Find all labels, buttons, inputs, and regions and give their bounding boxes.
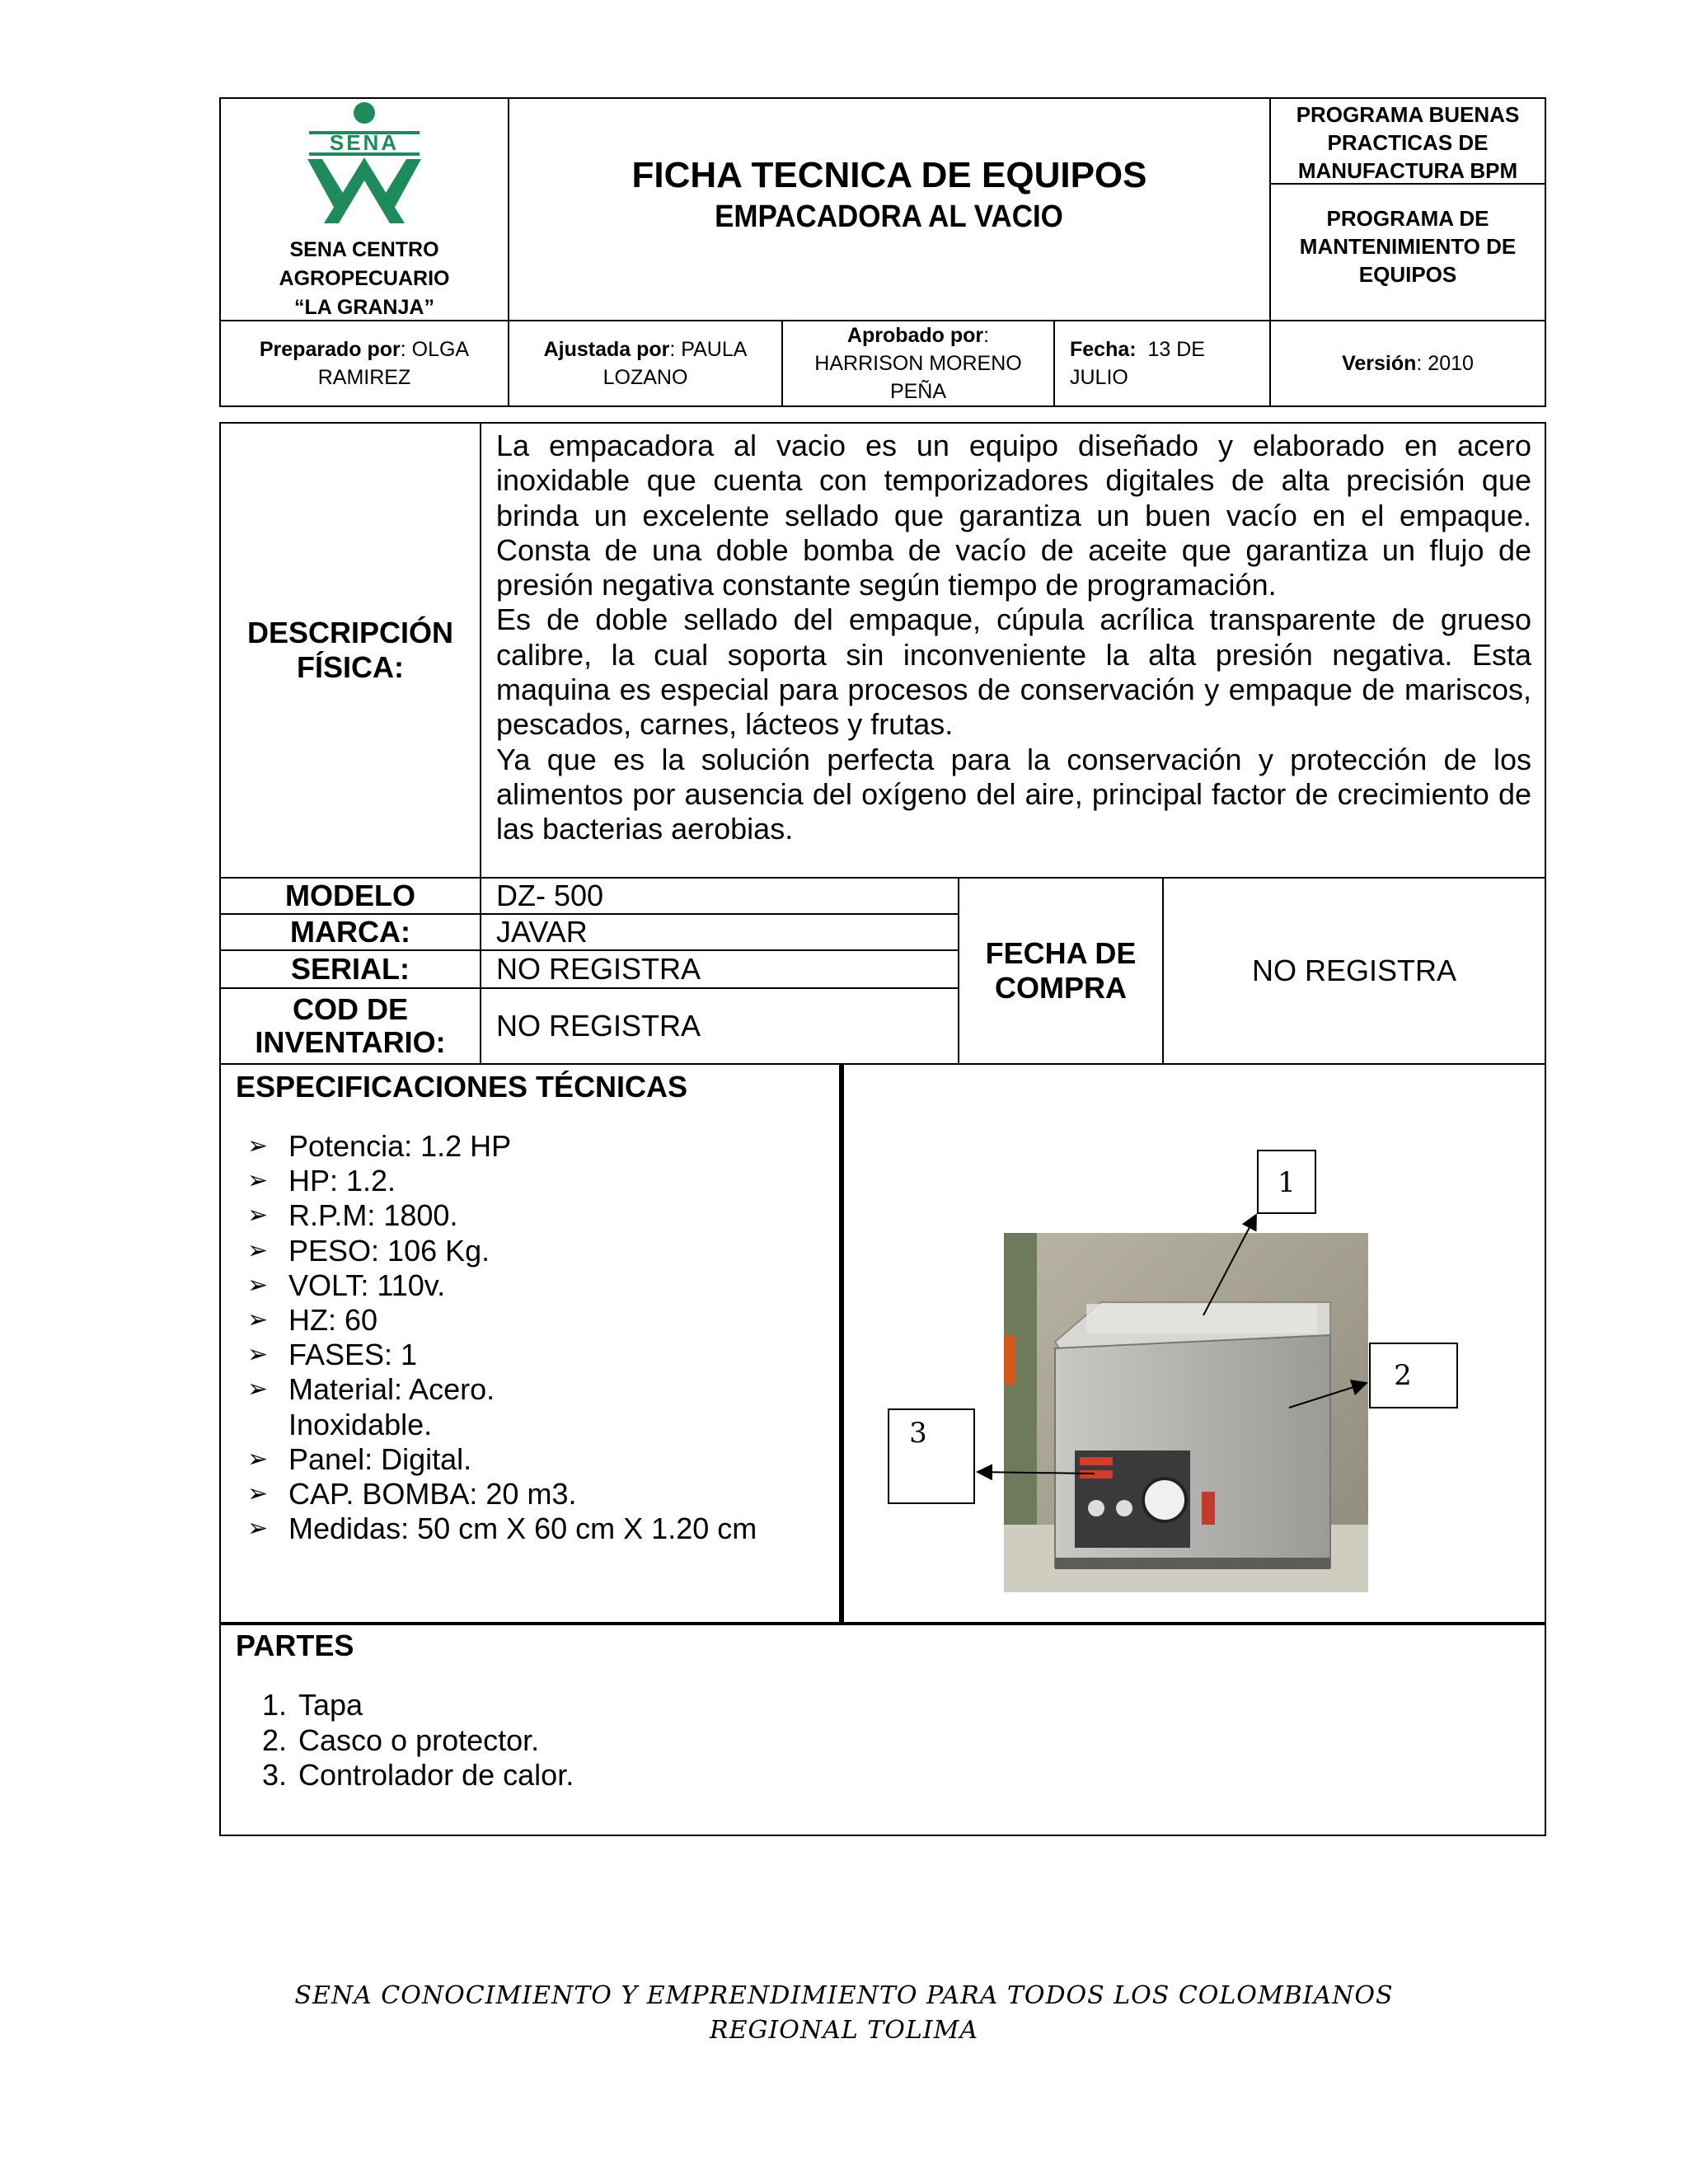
program-maintenance bbox=[1271, 204, 1545, 288]
purchase-date-value-cell bbox=[1162, 877, 1546, 1065]
adjusted-value: : PAULA bbox=[669, 338, 748, 361]
purchase-date-label bbox=[986, 936, 1137, 1005]
institution-line: SENA CENTRO bbox=[289, 238, 439, 261]
footer-region: REGIONAL TOLIMA bbox=[709, 2016, 979, 2045]
spec-text: VOLT: 110v. bbox=[288, 1268, 446, 1302]
arrow-bullet-icon: ➢ bbox=[247, 1341, 269, 1369]
serial-value: NO REGISTRA bbox=[480, 949, 959, 989]
spec-item bbox=[236, 1477, 841, 1511]
arrow-bullet-icon: ➢ bbox=[247, 1236, 269, 1264]
parts-cell bbox=[219, 1622, 1546, 1836]
adjusted-label: Ajustada por bbox=[543, 338, 670, 361]
inventory-label bbox=[219, 987, 481, 1065]
part-item: 2. Casco o protector. bbox=[295, 1723, 1545, 1759]
specs-list bbox=[236, 1129, 841, 1546]
brand-label: MARCA: bbox=[219, 913, 481, 951]
sena-logo bbox=[302, 100, 426, 227]
program-line: MANUFACTURA BPM bbox=[1297, 158, 1518, 183]
program-line: PRACTICAS DE bbox=[1327, 130, 1489, 155]
spec-text: Inoxidable. bbox=[288, 1407, 433, 1441]
version-cell bbox=[1269, 320, 1546, 407]
machine-diagram bbox=[839, 1063, 1546, 1625]
spec-text: R.P.M: 1800. bbox=[288, 1198, 458, 1233]
arrow-bullet-icon: ➢ bbox=[247, 1480, 269, 1508]
spec-item bbox=[236, 1442, 841, 1477]
specs-photo-divider bbox=[839, 1063, 844, 1625]
approved-value: PEÑA bbox=[889, 380, 947, 403]
prepared-label: Preparado por bbox=[259, 338, 401, 361]
spec-text: HZ: 60 bbox=[288, 1303, 378, 1338]
institution-line: AGROPECUARIO bbox=[279, 267, 450, 290]
spec-text: Potencia: 1.2 HP bbox=[288, 1129, 512, 1163]
callout-box-2 bbox=[1370, 1343, 1457, 1408]
description-paragraph: Es de doble sellado del empaque, cúpula acrílica transparente de grueso calibre, la cual soporta sin inconveniente la alta presión negativa. Esta maquina es especial para procesos de conservación y empaque de mariscos, pescados, carnes, lácteos y frutas. bbox=[496, 602, 1531, 742]
arrow-bullet-icon: ➢ bbox=[247, 1271, 269, 1299]
program-line: PROGRAMA DE bbox=[1326, 206, 1489, 231]
photo-cell bbox=[839, 1063, 1546, 1625]
spec-item bbox=[236, 1198, 841, 1233]
description-label-line: FÍSICA: bbox=[297, 650, 404, 684]
arrow-bullet-icon: ➢ bbox=[247, 1445, 269, 1473]
spec-text: FASES: 1 bbox=[288, 1338, 418, 1372]
document-title: FICHA TECNICA DE EQUIPOS bbox=[631, 155, 1147, 195]
spec-text: Medidas: 50 cm X 60 cm X 1.20 cm bbox=[288, 1511, 757, 1546]
spec-item bbox=[236, 1511, 841, 1546]
program-divider bbox=[1269, 183, 1546, 185]
arrow-bullet-icon: ➢ bbox=[247, 1202, 269, 1230]
spec-item bbox=[236, 1129, 841, 1164]
spec-text: PESO: 106 Kg. bbox=[288, 1233, 490, 1268]
program-cell bbox=[1269, 97, 1546, 321]
approved-by-cell bbox=[781, 320, 1055, 407]
date-value: 13 DE bbox=[1136, 338, 1205, 361]
inventory-value: NO REGISTRA bbox=[480, 987, 959, 1065]
spec-text: Panel: Digital. bbox=[288, 1441, 472, 1476]
spec-item bbox=[236, 1234, 841, 1268]
description-label-cell bbox=[219, 422, 481, 879]
program-line: PROGRAMA BUENAS bbox=[1296, 102, 1520, 127]
program-line: EQUIPOS bbox=[1358, 262, 1457, 287]
spec-item bbox=[236, 1268, 841, 1303]
spec-item bbox=[236, 1303, 841, 1338]
arrow-bullet-icon: ➢ bbox=[247, 1167, 269, 1195]
purchase-label-line: COMPRA bbox=[994, 971, 1127, 1005]
purchase-date-value: NO REGISTRA bbox=[1251, 954, 1457, 987]
description-text-cell bbox=[480, 422, 1546, 879]
date-label: Fecha: bbox=[1070, 338, 1137, 361]
spec-item bbox=[236, 1338, 841, 1372]
arrow-bullet-icon: ➢ bbox=[247, 1132, 269, 1160]
part-item: 3. Controlador de calor. bbox=[295, 1758, 1545, 1793]
arrow-bullet-icon: ➢ bbox=[247, 1376, 269, 1404]
parts-list bbox=[236, 1688, 1545, 1793]
callout-label-3: 3 bbox=[909, 1417, 927, 1450]
footer-slogan: SENA CONOCIMIENTO Y EMPRENDIMIENTO PARA TODOS LOS COLOMBIANOS bbox=[294, 1981, 1394, 2010]
document-subtitle: EMPACADORA AL VACIO bbox=[715, 199, 1064, 234]
date-value: JULIO bbox=[1070, 366, 1128, 389]
spec-text: HP: 1.2. bbox=[288, 1164, 396, 1198]
spec-item bbox=[236, 1372, 841, 1441]
date-cell bbox=[1053, 320, 1271, 407]
adjusted-value: LOZANO bbox=[603, 366, 688, 389]
sena-logo-graphic bbox=[302, 100, 426, 223]
sena-logo-word: SENA bbox=[329, 130, 400, 155]
callout-box-3 bbox=[889, 1409, 974, 1503]
title-cell bbox=[508, 97, 1271, 321]
callout-label-1: 1 bbox=[1278, 1166, 1296, 1199]
part-item: 1. Tapa bbox=[295, 1688, 1545, 1723]
description-label-line: DESCRIPCIÓN bbox=[246, 616, 454, 649]
institution-line: “LA GRANJA” bbox=[294, 296, 434, 319]
purchase-label-line: FECHA DE bbox=[985, 936, 1137, 970]
prepared-by-cell bbox=[219, 320, 509, 407]
model-label: MODELO bbox=[219, 877, 481, 915]
institution-name bbox=[279, 236, 450, 322]
machine-photo bbox=[1004, 1233, 1368, 1592]
parts-title: PARTES bbox=[236, 1629, 354, 1662]
specs-title: ESPECIFICACIONES TÉCNICAS bbox=[236, 1070, 688, 1104]
spec-item bbox=[236, 1164, 841, 1198]
spec-text: Material: Acero. bbox=[288, 1372, 495, 1407]
brand-value: JAVAR bbox=[480, 913, 959, 951]
version-label: Versión bbox=[1342, 352, 1417, 375]
inventory-label-line: COD DE bbox=[292, 992, 408, 1026]
approved-colon: : bbox=[983, 324, 990, 347]
spec-text: CAP. BOMBA: 20 m3. bbox=[288, 1477, 577, 1511]
specs-cell bbox=[219, 1063, 842, 1625]
purchase-date-label-cell bbox=[958, 877, 1164, 1065]
arrow-bullet-icon: ➢ bbox=[247, 1515, 269, 1543]
description-paragraph: La empacadora al vacio es un equipo diseñado y elaborado en acero inoxidable que cuenta con temporizadores digitales de alta precisión que brinda un excelente sellado que garantiza un buen vacío en el empaque. Consta de una doble bomba de vacío de aceite que garantiza un flujo de presión negativa constante según tiempo de programación. bbox=[496, 429, 1531, 602]
inventory-label-line: INVENTARIO: bbox=[255, 1025, 446, 1059]
description-label bbox=[247, 616, 453, 685]
version-value: : 2010 bbox=[1416, 352, 1474, 375]
arrow-bullet-icon: ➢ bbox=[247, 1306, 269, 1334]
prepared-value: : OLGA bbox=[400, 338, 470, 361]
adjusted-by-cell bbox=[508, 320, 783, 407]
description-paragraph: Ya que es la solución perfecta para la conservación y protección de los alimentos por ausencia del oxígeno del aire, principal factor de crecimiento de las bacterias aerobias. bbox=[496, 742, 1531, 846]
program-line: MANTENIMIENTO DE bbox=[1299, 234, 1517, 259]
program-bpm bbox=[1271, 101, 1545, 185]
approved-label: Aprobado por bbox=[846, 324, 984, 347]
model-value: DZ- 500 bbox=[480, 877, 959, 915]
approved-value: HARRISON MORENO bbox=[814, 352, 1022, 375]
callout-label-2: 2 bbox=[1394, 1359, 1412, 1392]
serial-label: SERIAL: bbox=[219, 949, 481, 989]
logo-cell bbox=[219, 97, 509, 321]
prepared-value: RAMIREZ bbox=[317, 366, 411, 389]
